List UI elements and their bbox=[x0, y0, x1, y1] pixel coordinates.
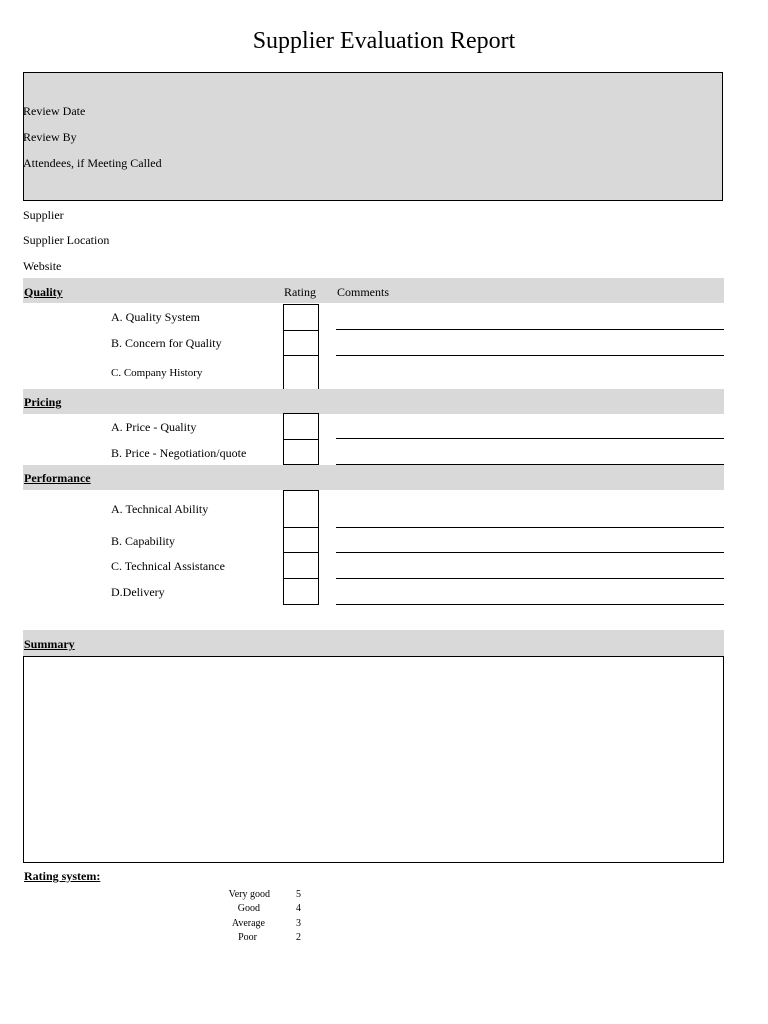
comment-line-technical-ability[interactable] bbox=[336, 527, 724, 528]
performance-item-technical-ability: A. Technical Ability bbox=[111, 502, 209, 516]
rating-level-label: Good bbox=[237, 903, 260, 914]
rating-column-header: Rating bbox=[284, 285, 316, 299]
rating-level-value: 5 bbox=[296, 889, 301, 900]
quality-item-concern-for-quality: B. Concern for Quality bbox=[111, 336, 222, 350]
rating-box-technical-ability[interactable] bbox=[283, 490, 319, 528]
performance-item-delivery: D.Delivery bbox=[111, 585, 165, 599]
rating-system-title: Rating system: bbox=[24, 869, 101, 883]
performance-section-bar bbox=[23, 465, 724, 490]
rating-box-capability[interactable] bbox=[283, 527, 319, 553]
summary-section-title: Summary bbox=[24, 637, 75, 651]
pricing-item-price-quality: A. Price - Quality bbox=[111, 420, 197, 434]
comment-line-concern-for-quality[interactable] bbox=[336, 355, 724, 356]
comments-column-header: Comments bbox=[337, 285, 390, 299]
pricing-section-title: Pricing bbox=[24, 395, 62, 409]
rating-level-value: 2 bbox=[296, 932, 301, 943]
rating-box-delivery[interactable] bbox=[283, 578, 319, 605]
quality-section-title: Quality bbox=[24, 285, 63, 299]
website-label: Website bbox=[23, 259, 62, 273]
pricing-section-bar bbox=[23, 389, 724, 414]
comment-line-technical-assistance[interactable] bbox=[336, 578, 724, 579]
header-info-box bbox=[23, 72, 723, 201]
supplier-location-label: Supplier Location bbox=[23, 233, 110, 247]
rating-box-price-quality[interactable] bbox=[283, 413, 319, 440]
rating-box-price-negotiation[interactable] bbox=[283, 439, 319, 465]
rating-level-label: Very good bbox=[228, 889, 270, 900]
attendees-label: Attendees, if Meeting Called bbox=[23, 156, 162, 170]
rating-box-technical-assistance[interactable] bbox=[283, 552, 319, 579]
quality-item-company-history: C. Company History bbox=[111, 367, 203, 379]
performance-item-capability: B. Capability bbox=[111, 534, 175, 548]
summary-section-bar bbox=[23, 630, 724, 656]
pricing-item-price-negotiation: B. Price - Negotiation/quote bbox=[111, 446, 247, 460]
comment-line-quality-system[interactable] bbox=[336, 329, 724, 330]
page-title: Supplier Evaluation Report bbox=[252, 28, 516, 54]
quality-item-quality-system: A. Quality System bbox=[111, 310, 200, 324]
performance-item-technical-assistance: C. Technical Assistance bbox=[111, 559, 225, 573]
rating-box-concern-for-quality[interactable] bbox=[283, 330, 319, 356]
summary-text-area[interactable] bbox=[23, 656, 724, 863]
comment-line-capability[interactable] bbox=[336, 552, 724, 553]
rating-level-label: Poor bbox=[238, 932, 257, 943]
review-by-label: Review By bbox=[23, 130, 77, 144]
rating-level-label: Average bbox=[231, 918, 265, 929]
comment-line-delivery[interactable] bbox=[336, 604, 724, 605]
performance-section-title: Performance bbox=[24, 471, 91, 485]
rating-level-value: 4 bbox=[296, 903, 301, 914]
rating-box-company-history[interactable] bbox=[283, 355, 319, 390]
review-date-label: Review Date bbox=[23, 104, 86, 118]
supplier-label: Supplier bbox=[23, 208, 64, 222]
rating-box-quality-system[interactable] bbox=[283, 304, 319, 331]
comment-line-price-quality[interactable] bbox=[336, 438, 724, 439]
rating-level-value: 3 bbox=[296, 918, 301, 929]
